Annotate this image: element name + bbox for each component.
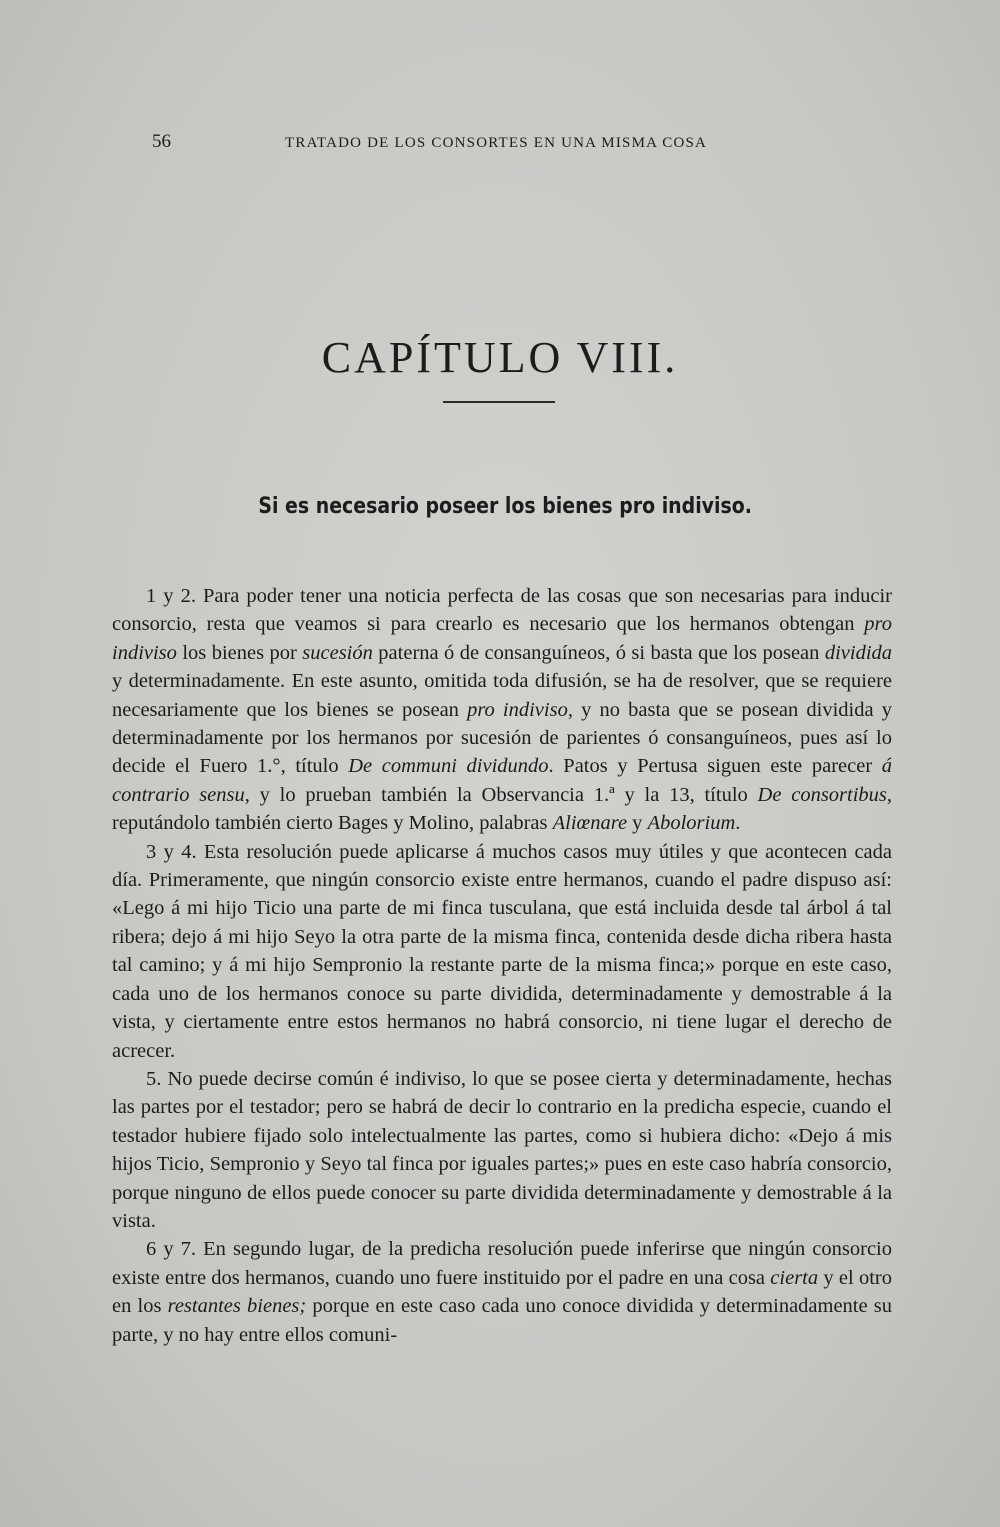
text-run: Para poder tener una noticia perfecta de las cosas que son necesarias para inducir consorcio, resta que veamos si para crearlo es necesario que los hermanos obtengan (112, 585, 892, 636)
text-run: paterna ó de consanguíneos, ó si basta que los posean (372, 641, 825, 664)
running-title: TRATADO DE LOS CONSORTES EN UNA MISMA COSA (285, 135, 708, 151)
italic-text: pro indiviso (112, 613, 892, 664)
paragraph-number: 5. (146, 1067, 162, 1090)
italic-text: De consortibus (757, 783, 887, 806)
paragraph (112, 838, 892, 1065)
chapter-subtitle: Si es necesario poseer los bienes pro indiviso. (258, 494, 752, 519)
text-run: y determinadamente. En este asunto, omitida toda difusión, se ha de resolver, que se requiere necesariamente que los bienes se posean (112, 670, 892, 721)
italic-text: De communi dividundo (348, 755, 549, 778)
text-run: , y lo prueban también la Observancia 1.ª y la 13, título (244, 783, 758, 806)
chapter-title: CAPÍTULO VIII. (321, 333, 679, 382)
text-run: En segundo lugar, de la predicha resolución puede inferirse que ningún consorcio existe entre dos hermanos, cuando uno fuere instituido por el padre en una cosa (112, 1238, 893, 1289)
text-run: , y no basta que se posean dividida y determinadamente por los hermanos por sucesión de parientes ó consanguíneos, pues así lo decide el Fuero 1.°, título (112, 698, 892, 778)
page-number: 56 (152, 131, 171, 152)
italic-text: sucesión (302, 641, 373, 664)
paragraph-number: 3 y 4. (146, 840, 197, 863)
text-run: Esta resolución puede aplicarse á muchos casos muy útiles y que acontecen cada día. Primeramente, que ningún consorcio existe entre hermanos, cuando el padre dispuso así: «Lego á mi hijo Ticio una parte de mi finca tusculana, que está incluida desde tal árbol á tal ribera; dejo á mi hijo Seyo la otra parte de la misma finca, contenida desde dicha ribera hasta tal camino; y á mi hijo Sempronio la restante parte de la misma finca;» porque en este caso, cada uno de los hermanos conoce su parte dividida, determinadamente y demostrable á la vista, y ciertamente entre estos hermanos no habrá consorcio, ni tiene lugar el derecho de acrecer. (112, 840, 893, 1062)
italic-text: restantes bienes; (167, 1295, 307, 1318)
italic-text: pro indiviso (467, 698, 568, 721)
paragraph-number: 6 y 7. (146, 1238, 197, 1261)
text-run: , reputándolo también cierto Bages y Molino, palabras (112, 783, 893, 835)
text-run: No puede decirse común é indiviso, lo que se posee cierta y determinadamente, hechas las partes por el testador; pero se habrá de decir lo contrario en la predicha especie, cuando el testador hubiere fijado solo intelectualmente las partes, como si hubiera dicho: «Dejo á mis hijos Ticio, Sempronio y Seyo tal finca por iguales partes;» pues en este caso habría consorcio, porque ninguno de ellos puede conocer su parte dividida determinadamente y demostrable á la vista. (112, 1067, 892, 1232)
text-run: . Patos y Pertusa siguen este parecer (548, 755, 882, 778)
paragraph (112, 1065, 892, 1235)
italic-text: á contrario sensu (112, 755, 893, 806)
text-run: los bienes por (176, 641, 303, 664)
italic-text: Aliœnare (552, 812, 628, 835)
paragraph (112, 1235, 892, 1349)
paragraph (112, 582, 892, 838)
title-rule (443, 401, 555, 403)
text-run: . (735, 812, 741, 835)
text-run: porque en este caso cada uno conoce dividida y determinadamente su parte, y no hay entre ellos comuni- (112, 1295, 892, 1346)
text-run: y (627, 812, 648, 835)
paragraph-number: 1 y 2. (146, 585, 196, 607)
italic-text: dividida (824, 641, 893, 664)
text-run: y el otro en los (112, 1266, 892, 1318)
body-text (112, 582, 892, 1349)
italic-text: Abolorium (647, 812, 736, 835)
italic-text: cierta (770, 1266, 819, 1289)
